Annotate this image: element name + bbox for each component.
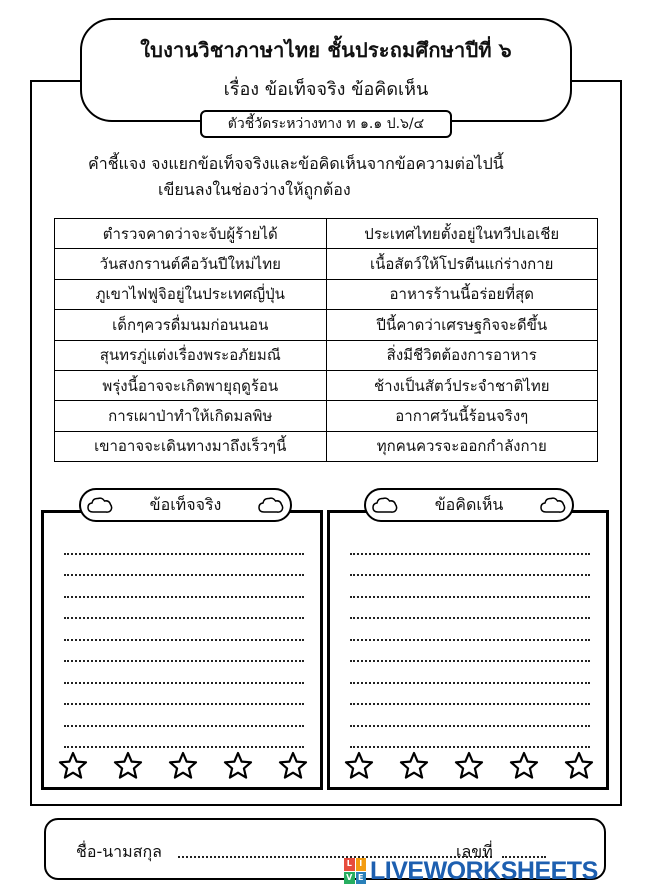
cloud-icon	[372, 496, 398, 514]
opinion-answer-lines[interactable]	[350, 533, 590, 748]
star-outline-icon	[113, 751, 143, 781]
answer-line[interactable]	[64, 555, 304, 577]
worksheet-subtitle: เรื่อง ข้อเท็จจริง ข้อคิดเห็น	[223, 79, 429, 100]
answer-line[interactable]	[64, 619, 304, 641]
statement-cell[interactable]: ตำรวจคาดว่าจะจับผู้ร้ายได้	[55, 219, 327, 249]
opinion-header	[364, 488, 574, 522]
star-outline-icon	[344, 751, 374, 781]
table-row	[55, 219, 598, 249]
statement-cell[interactable]: การเผาป่าทำให้เกิดมลพิษ	[55, 401, 327, 431]
answer-line[interactable]	[350, 705, 590, 727]
star-outline-icon	[454, 751, 484, 781]
statement-cell[interactable]: เด็กๆควรดื่มนมก่อนนอน	[55, 310, 327, 340]
cloud-icon	[258, 496, 284, 514]
star-outline-icon	[399, 751, 429, 781]
answer-line[interactable]	[64, 705, 304, 727]
answer-line[interactable]	[64, 684, 304, 706]
star-row	[344, 751, 594, 781]
answer-line[interactable]	[64, 641, 304, 663]
star-outline-icon	[58, 751, 88, 781]
title-box	[80, 18, 572, 122]
answer-line[interactable]	[350, 641, 590, 663]
statement-cell[interactable]: เนื้อสัตว์ให้โปรตีนแก่ร่างกาย	[326, 249, 598, 279]
answer-line[interactable]	[64, 662, 304, 684]
answer-line[interactable]	[64, 576, 304, 598]
star-outline-icon	[278, 751, 308, 781]
statement-cell[interactable]: สิ่งมีชีวิตต้องการอาหาร	[326, 340, 598, 370]
star-outline-icon	[223, 751, 253, 781]
star-outline-icon	[509, 751, 539, 781]
table-row	[55, 370, 598, 400]
brand-name: LIVEWORKSHEETS	[370, 856, 598, 885]
answer-line[interactable]	[350, 576, 590, 598]
statement-table	[54, 218, 598, 462]
answer-line[interactable]	[350, 598, 590, 620]
liveworksheets-icon: L I V E	[344, 858, 366, 884]
worksheet-title: ใบงานวิชาภาษาไทย ชั้นประถมศึกษาปีที่ ๖	[140, 38, 512, 62]
answer-line[interactable]	[350, 727, 590, 749]
table-row	[55, 279, 598, 309]
star-outline-icon	[564, 751, 594, 781]
statement-cell[interactable]: วันสงกรานต์คือวันปีใหม่ไทย	[55, 249, 327, 279]
statement-cell[interactable]: ภูเขาไฟฟูจิอยู่ในประเทศญี่ปุ่น	[55, 279, 327, 309]
statement-cell[interactable]: ช้างเป็นสัตว์ประจำชาติไทย	[326, 370, 598, 400]
table-row	[55, 431, 598, 461]
statement-cell[interactable]: สุนทรภู่แต่งเรื่องพระอภัยมณี	[55, 340, 327, 370]
answer-line[interactable]	[350, 533, 590, 555]
table-row	[55, 249, 598, 279]
name-label: ชื่อ-นามสกุล	[76, 842, 162, 861]
answer-line[interactable]	[64, 533, 304, 555]
table-row	[55, 401, 598, 431]
statement-cell[interactable]: ทุกคนควรจะออกกำลังกาย	[326, 431, 598, 461]
liveworksheets-logo[interactable]	[344, 856, 598, 886]
statement-cell[interactable]: ปีนี้คาดว่าเศรษฐกิจจะดีขึ้น	[326, 310, 598, 340]
cloud-icon	[540, 496, 566, 514]
cloud-icon	[87, 496, 113, 514]
answer-line[interactable]	[350, 555, 590, 577]
answer-line[interactable]	[64, 598, 304, 620]
table-row	[55, 310, 598, 340]
answer-line[interactable]	[64, 727, 304, 749]
instruction-line-2: เขียนลงในช่องว่างให้ถูกต้อง	[158, 180, 351, 199]
instruction-line-1: คำชี้แจง จงแยกข้อเท็จจริงและข้อคิดเห็นจากข้อความต่อไปนี้	[88, 154, 504, 173]
star-outline-icon	[168, 751, 198, 781]
table-row	[55, 340, 598, 370]
fact-panel	[41, 510, 323, 790]
statement-cell[interactable]: ประเทศไทยตั้งอยู่ในทวีปเอเชีย	[326, 219, 598, 249]
fact-answer-lines[interactable]	[64, 533, 304, 748]
statement-cell[interactable]: เขาอาจจะเดินทางมาถึงเร็วๆนี้	[55, 431, 327, 461]
answer-line[interactable]	[350, 684, 590, 706]
star-row	[58, 751, 308, 781]
opinion-header-label: ข้อคิดเห็น	[434, 494, 504, 514]
fact-header	[79, 488, 292, 522]
statement-cell[interactable]: อาหารร้านนี้อร่อยที่สุด	[326, 279, 598, 309]
fact-header-label: ข้อเท็จจริง	[149, 494, 222, 514]
indicator-label: ตัวชี้วัดระหว่างทาง ท ๑.๑ ป.๖/๔	[200, 110, 452, 138]
answer-line[interactable]	[350, 619, 590, 641]
statement-cell[interactable]: อากาศวันนี้ร้อนจริงๆ	[326, 401, 598, 431]
number-label: เลขที่	[456, 842, 493, 861]
opinion-panel	[327, 510, 609, 790]
statement-cell[interactable]: พรุ่งนี้อาจจะเกิดพายุฤดูร้อน	[55, 370, 327, 400]
answer-line[interactable]	[350, 662, 590, 684]
